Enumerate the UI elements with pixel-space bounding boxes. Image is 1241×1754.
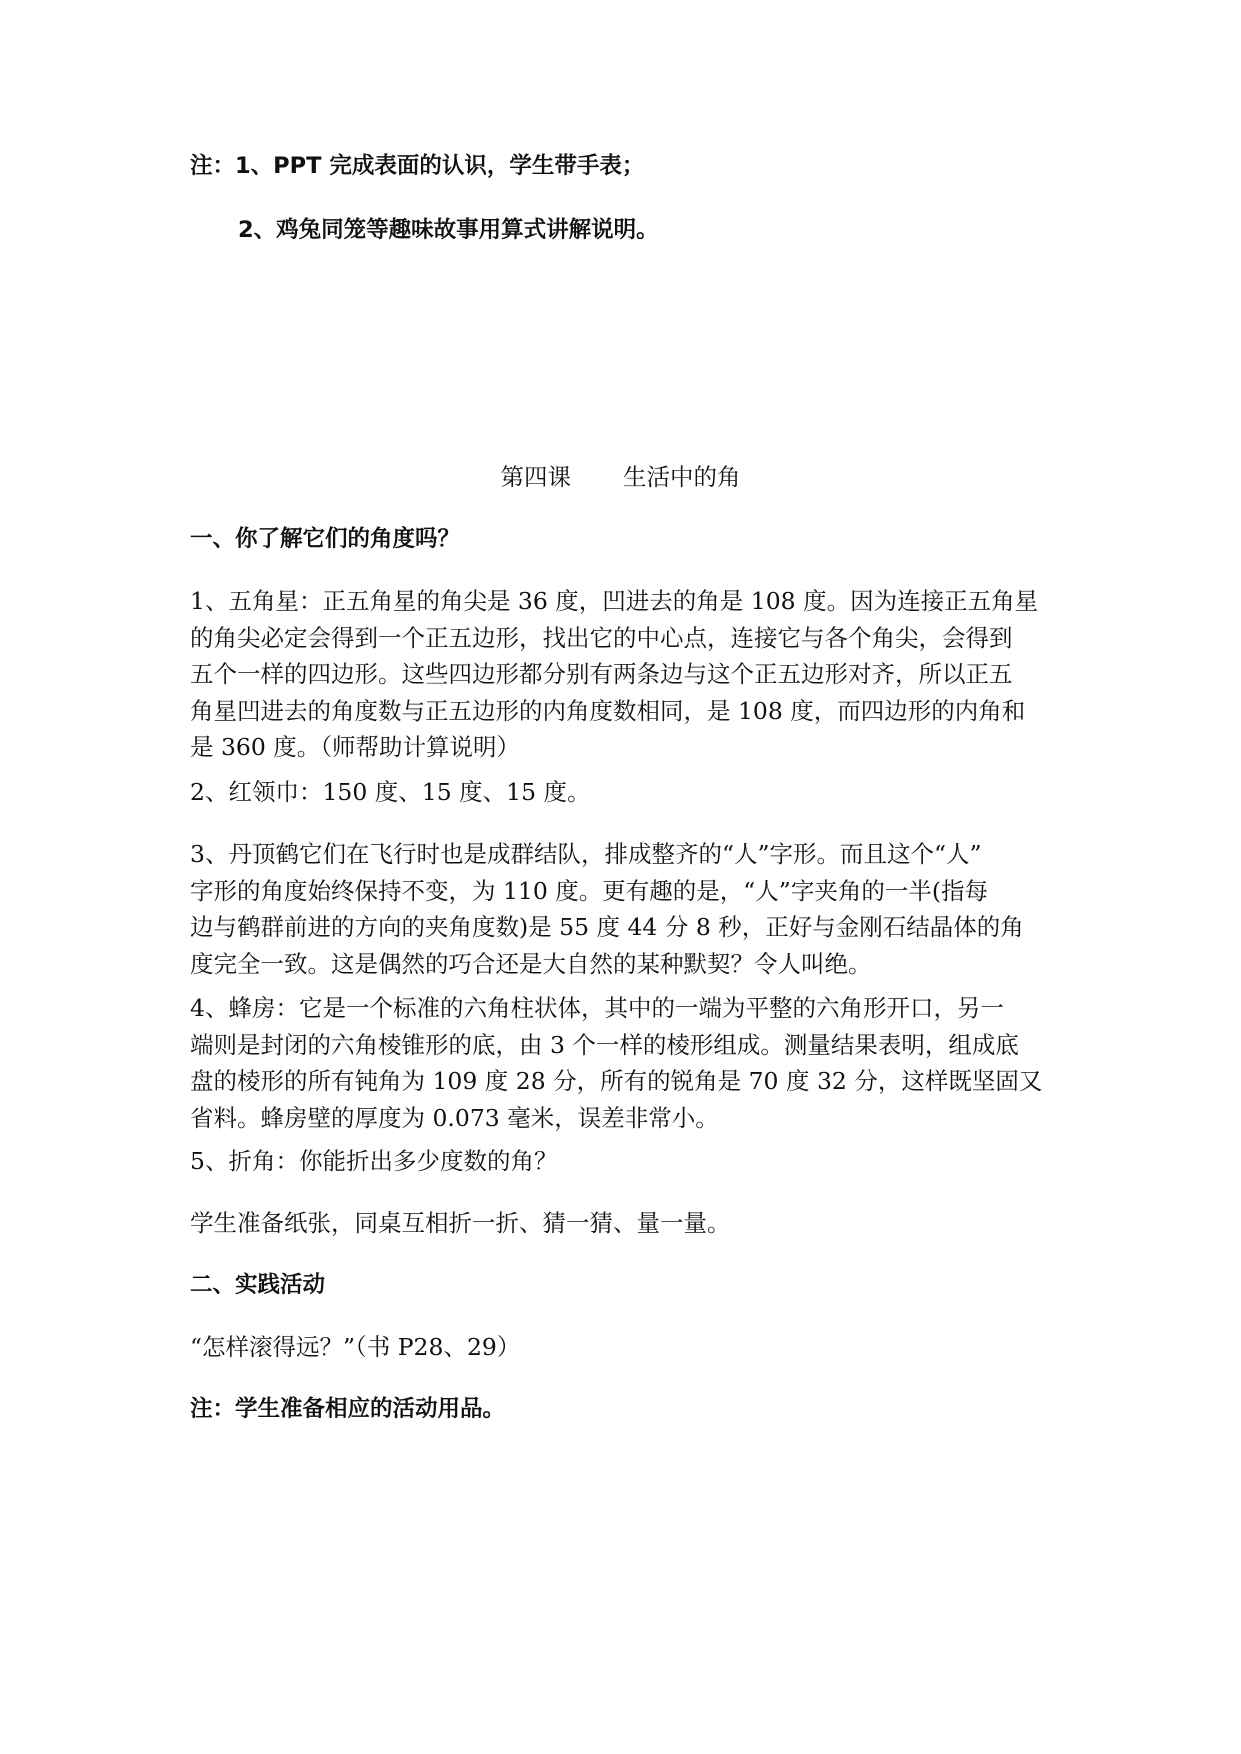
paragraph-line: 4、蜂房：它是一个标准的六角柱状体，其中的一端为平整的六角形开口，另一 [190,994,1004,1022]
paragraph-line: 端则是封闭的六角棱锥形的底，由 3 个一样的棱形组成。测量结果表明，组成底 [190,1030,1019,1059]
lesson-title [0,459,1241,495]
paragraph-line: 度完全一致。这是偶然的巧合还是大自然的某种默契？令人叫绝。 [190,949,872,978]
paragraph-line: 1、五角星：正五角星的角尖是 36 度，凹进去的角是 108 度。因为连接正五角星 [190,587,1039,615]
note-line-2: 2、鸡兔同笼等趣味故事用算式讲解说明。 [238,217,659,243]
paragraph-line: 角星凹进去的角度数与正五边形的内角度数相同，是 108 度，而四边形的内角和 [190,696,1026,725]
section-2-note: 注：学生准备相应的活动用品。 [190,1396,506,1422]
section-1-heading: 一、你了解它们的角度吗？ [190,526,461,552]
note-line-1: 注：1、PPT 完成表面的认识，学生带手表； [190,153,645,179]
paragraph-folding: 5、折角：你能折出多少度数的角？ [190,1147,558,1175]
paragraph-star [190,583,1056,766]
paragraph-line: 是 360 度。（师帮助计算说明） [190,733,521,761]
paragraph-scarf: 2、红领巾：150 度、15 度、15 度。 [190,778,591,806]
paragraph-crane [190,836,1056,982]
paragraph-line: 字形的角度始终保持不变，为 110 度。更有趣的是，“人”字夹角的一半(指每 [190,876,988,905]
paragraph-line: 的角尖必定会得到一个正五边形，找出它的中心点，连接它与各个角尖，会得到 [190,623,1013,652]
lesson-number: 第四课 [500,463,571,491]
paragraph-line: 五个一样的四边形。这些四边形都分别有两条边与这个正五边形对齐，所以正五 [190,660,1013,688]
paragraph-activity: 学生准备纸张，同桌互相折一折、猜一猜、量一量。 [190,1209,731,1237]
paragraph-honeycomb [190,990,1056,1136]
section-2-heading: 二、实践活动 [190,1272,326,1298]
paragraph-line: 3、丹顶鹤它们在飞行时也是成群结队，排成整齐的“人”字形。而且这个“人” [190,840,982,868]
paragraph-line: 盘的棱形的所有钝角为 109 度 28 分，所有的锐角是 70 度 32 分，这样既坚固又 [190,1067,1043,1095]
paragraph-line: 边与鹤群前进的方向的夹角度数)是 55 度 44 分 8 秒，正好与金刚石结晶体的角 [190,913,1024,941]
lesson-name: 生活中的角 [623,463,741,491]
practice-task: “怎样滚得远？”（书 P28、29） [190,1333,521,1361]
paragraph-line: 省料。蜂房壁的厚度为 0.073 毫米，误差非常小。 [190,1103,719,1132]
